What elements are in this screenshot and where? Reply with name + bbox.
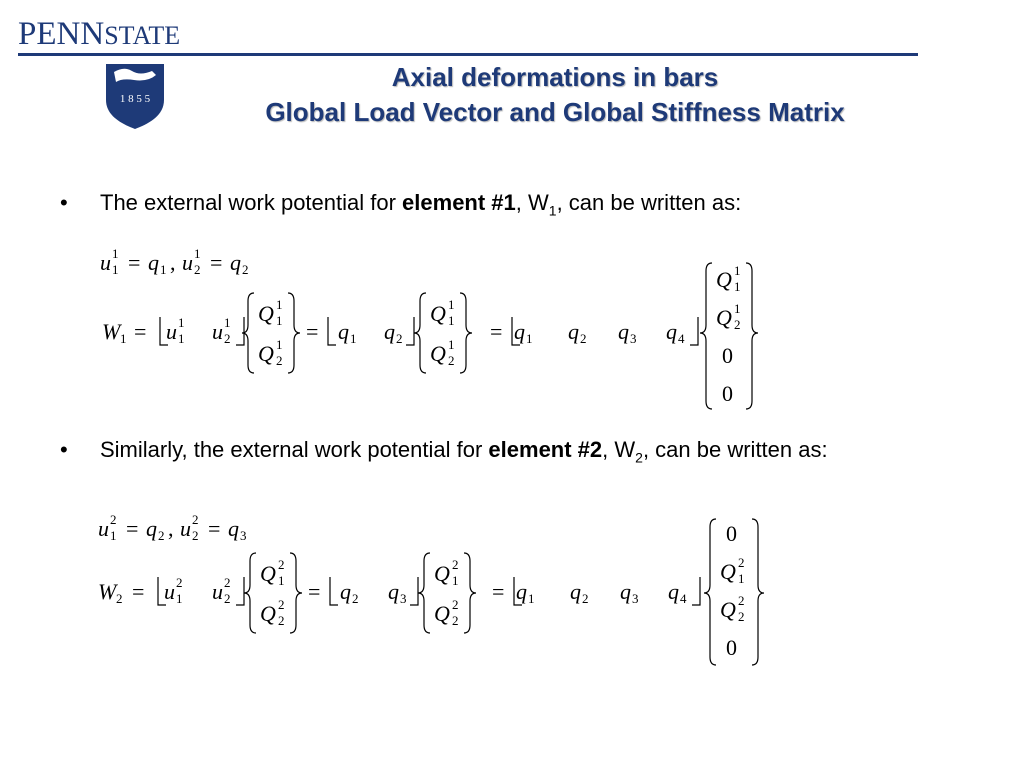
svg-text:=: =	[492, 579, 505, 604]
svg-text:0: 0	[722, 343, 733, 368]
svg-text:Q: Q	[430, 301, 446, 326]
svg-text:1: 1	[110, 528, 117, 543]
e2-work-equation	[96, 515, 786, 675]
svg-text:1: 1	[176, 591, 183, 606]
svg-text:2: 2	[278, 613, 285, 628]
svg-text:1: 1	[448, 297, 455, 312]
svg-text:q: q	[666, 319, 677, 344]
svg-text:2: 2	[738, 593, 745, 608]
svg-text:1: 1	[276, 297, 283, 312]
svg-text:Q: Q	[258, 301, 274, 326]
bullet-text	[100, 435, 940, 472]
svg-text:2: 2	[448, 353, 455, 368]
svg-text:Q: Q	[716, 305, 732, 330]
svg-text:2: 2	[734, 317, 741, 332]
svg-text:q: q	[620, 579, 631, 604]
svg-text:1: 1	[734, 279, 741, 294]
svg-text:Q: Q	[260, 561, 276, 586]
svg-text:1: 1	[178, 331, 185, 346]
svg-text:2: 2	[396, 331, 403, 346]
svg-text:2: 2	[452, 597, 459, 612]
svg-text:Q: Q	[434, 561, 450, 586]
svg-text:u: u	[164, 579, 175, 604]
svg-text:1: 1	[528, 591, 535, 606]
logo-state: STATE	[104, 21, 181, 50]
svg-text:W: W	[98, 579, 117, 604]
svg-text:q: q	[338, 319, 349, 344]
svg-text:q: q	[568, 319, 579, 344]
bullet-bold: element #2	[488, 437, 603, 462]
svg-text:=: =	[208, 516, 221, 541]
svg-text:1: 1	[178, 315, 185, 330]
svg-text:=: =	[308, 579, 321, 604]
svg-text:q: q	[146, 516, 157, 541]
svg-text:2: 2	[278, 557, 285, 572]
header-rule	[18, 53, 918, 56]
bullet-prefix: Similarly, the external work potential for	[100, 437, 489, 462]
svg-text:u: u	[180, 516, 191, 541]
svg-text:2: 2	[116, 591, 123, 606]
bullet-mid: , W	[515, 190, 549, 215]
svg-text:2: 2	[192, 512, 199, 527]
svg-text:1: 1	[738, 571, 745, 586]
svg-text:q: q	[516, 579, 527, 604]
svg-text:Q: Q	[434, 601, 450, 626]
svg-text:=: =	[126, 516, 139, 541]
svg-text:3: 3	[630, 331, 637, 346]
svg-text:Q: Q	[258, 341, 274, 366]
svg-text:q: q	[668, 579, 679, 604]
shield-year: 1 8 5 5	[119, 93, 151, 105]
svg-text:,: ,	[168, 516, 174, 541]
svg-text:=: =	[210, 250, 223, 275]
svg-text:=: =	[306, 319, 319, 344]
svg-text:=: =	[490, 319, 503, 344]
svg-text:2: 2	[580, 331, 587, 346]
svg-text:2: 2	[192, 528, 199, 543]
bullet-sub: 2	[635, 449, 643, 466]
bullet-text	[100, 188, 940, 225]
svg-text:2: 2	[224, 331, 231, 346]
svg-text:1: 1	[452, 573, 459, 588]
svg-text:1: 1	[276, 313, 283, 328]
svg-text:2: 2	[582, 591, 589, 606]
slide-title	[160, 60, 950, 130]
svg-text:W: W	[102, 319, 121, 344]
svg-text:2: 2	[110, 512, 117, 527]
svg-text:0: 0	[726, 635, 737, 660]
svg-text:u: u	[212, 579, 223, 604]
logo-penn: PENN	[18, 16, 105, 52]
svg-text:=: =	[134, 319, 147, 344]
svg-text:1: 1	[112, 262, 119, 277]
e1-work-equation	[98, 255, 778, 415]
svg-text:2: 2	[276, 353, 283, 368]
svg-text:1: 1	[194, 246, 201, 261]
title-line-2: Global Load Vector and Global Stiffness Matrix	[265, 97, 845, 128]
svg-text:1: 1	[526, 331, 533, 346]
svg-text:q: q	[514, 319, 525, 344]
svg-text:Q: Q	[430, 341, 446, 366]
svg-text:1: 1	[278, 573, 285, 588]
bullet-suffix: , can be written as:	[556, 190, 742, 215]
svg-text:2: 2	[738, 609, 745, 624]
svg-text:2: 2	[158, 528, 165, 543]
svg-text:u: u	[166, 319, 177, 344]
svg-text:3: 3	[632, 591, 639, 606]
svg-text:q: q	[388, 579, 399, 604]
svg-text:q: q	[384, 319, 395, 344]
bullet-bold: element #1	[402, 190, 516, 215]
svg-text:1: 1	[448, 337, 455, 352]
svg-text:3: 3	[400, 591, 407, 606]
bullet-marker: •	[60, 190, 68, 215]
svg-text:q: q	[228, 516, 239, 541]
svg-text:u: u	[182, 250, 193, 275]
svg-text:u: u	[100, 250, 111, 275]
svg-text:2: 2	[224, 575, 231, 590]
title-line-1: Axial deformations in bars	[391, 62, 719, 92]
svg-text:2: 2	[224, 591, 231, 606]
svg-text:1: 1	[112, 246, 119, 261]
svg-text:1: 1	[224, 315, 231, 330]
svg-text:,: ,	[170, 250, 176, 275]
svg-text:1: 1	[734, 301, 741, 316]
svg-text:Q: Q	[720, 559, 736, 584]
pennstate-shield-icon	[104, 62, 166, 130]
svg-text:u: u	[212, 319, 223, 344]
svg-text:0: 0	[722, 381, 733, 406]
svg-text:u: u	[98, 516, 109, 541]
svg-text:0: 0	[726, 521, 737, 546]
svg-text:1: 1	[734, 263, 741, 278]
svg-text:1: 1	[120, 331, 127, 346]
bullet-marker: •	[60, 437, 68, 462]
svg-text:1: 1	[160, 262, 167, 277]
svg-text:2: 2	[352, 591, 359, 606]
svg-text:1: 1	[350, 331, 357, 346]
svg-text:2: 2	[452, 557, 459, 572]
svg-text:2: 2	[738, 555, 745, 570]
bullet-sub: 1	[548, 202, 557, 219]
bullet-prefix: The external work potential for	[100, 190, 403, 215]
bullet-suffix: , can be written as:	[642, 437, 828, 462]
svg-text:2: 2	[452, 613, 459, 628]
svg-text:2: 2	[176, 575, 183, 590]
svg-text:4: 4	[678, 331, 685, 346]
svg-text:=: =	[128, 250, 141, 275]
svg-text:q: q	[230, 250, 241, 275]
svg-text:q: q	[618, 319, 629, 344]
svg-text:Q: Q	[716, 267, 732, 292]
svg-text:q: q	[340, 579, 351, 604]
svg-text:Q: Q	[720, 597, 736, 622]
svg-text:3: 3	[240, 528, 247, 543]
svg-text:4: 4	[680, 591, 687, 606]
svg-text:q: q	[148, 250, 159, 275]
svg-text:2: 2	[278, 597, 285, 612]
bullet-mid: , W	[602, 437, 636, 462]
svg-text:1: 1	[448, 313, 455, 328]
svg-text:1: 1	[276, 337, 283, 352]
svg-text:q: q	[570, 579, 581, 604]
svg-text:=: =	[132, 579, 145, 604]
svg-text:Q: Q	[260, 601, 276, 626]
pennstate-logo	[18, 18, 180, 51]
svg-text:2: 2	[242, 262, 249, 277]
svg-text:2: 2	[194, 262, 201, 277]
